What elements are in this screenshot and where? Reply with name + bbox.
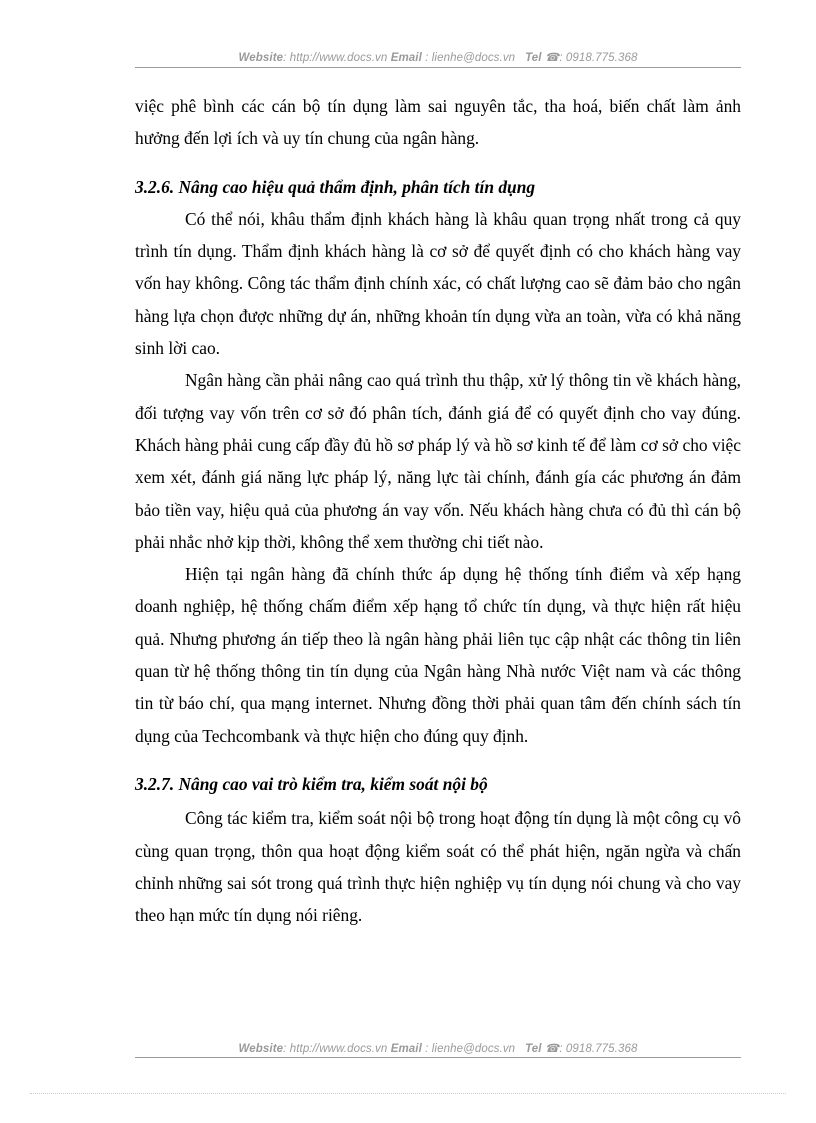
footer-rule [135, 1057, 741, 1058]
header-email-label: Email [390, 52, 422, 64]
footer-website-link[interactable]: : http://www.docs.vn [283, 1043, 388, 1055]
paragraph: Hiện tại ngân hàng đã chính thức áp dụng hệ thống tính điểm và xếp hạng doanh nghiệp, hệ thống chấm điểm xếp hạng tổ chức tín dụng, và thực hiện rất hiệu quả. Nhưng phương án tiếp theo là ngân hàng phải liên tục cập nhật các thông tin liên quan từ hệ thống thông tin tín dụng của Ngân hàng Nhà nước Việt nam và các thông tin từ báo chí, qua mạng internet. Nhưng đồng thời phải quan tâm đến chính sách tín dụng của Techcombank và thực hiện cho đúng quy định. [135, 564, 741, 746]
footer-tel-label: Tel [525, 1043, 542, 1055]
paragraph: Công tác kiểm tra, kiểm soát nội bộ trong hoạt động tín dụng là một công cụ vô cùng quan trọng, thôn qua hoạt động kiểm soát có thể phát hiện, ngăn ngừa và chấn chỉnh những sai sót trong quá trình thực hiện nghiệp vụ tín dụng nói chung và cho vay theo hạn mức tín dụng nói riêng. [135, 808, 741, 926]
header-rule [135, 67, 741, 68]
section-heading-3-2-6: 3.2.6. Nâng cao hiệu quả thẩm định, phân tích tín dụng [135, 176, 536, 197]
header-website-link[interactable]: : http://www.docs.vn [283, 52, 388, 64]
footer-tel-value: : 0918.775.368 [559, 1043, 638, 1055]
paragraph: Ngân hàng cần phải nâng cao quá trình thu thập, xử lý thông tin về khách hàng, đối tượng vay vốn trên cơ sở đó phân tích, đánh giá để có quyết định cho vay đúng. Khách hàng phải cung cấp đầy đủ hồ sơ pháp lý và hồ sơ kinh tế để làm cơ sở cho việc xem xét, đánh giá năng lực pháp lý, năng lực tài chính, đánh gía các phương án đảm bảo tiền vay, hiệu quả của phương án vay vốn. Nếu khách hàng chưa có đủ thì cán bộ phải nhắc nhở kịp thời, không thể xem thường chi tiết nào. [135, 370, 741, 552]
page-content [135, 90, 741, 931]
paragraph-continuation: việc phê bình các cán bộ tín dụng làm sai nguyên tắc, tha hoá, biến chất làm ảnh hưởng đến lợi ích và uy tín chung của ngân hàng. [135, 96, 741, 149]
footer-website-label: Website [238, 1043, 284, 1055]
footer-email-link[interactable]: : lienhe@docs.vn [421, 1043, 516, 1055]
section-heading-3-2-7: 3.2.7. Nâng cao vai trò kiểm tra, kiểm soát nội bộ [135, 773, 488, 794]
header-tel-value: : 0918.775.368 [559, 52, 638, 64]
page-header [135, 50, 741, 64]
page-footer [135, 1041, 741, 1055]
header-tel-label: Tel [525, 52, 542, 64]
header-website-label: Website [238, 52, 284, 64]
paragraph: Có thể nói, khâu thẩm định khách hàng là khâu quan trọng nhất trong cả quy trình tín dụng. Thẩm định khách hàng là cơ sở để quyết định có cho khách hàng vay vốn hay không. Công tác thẩm định chính xác, có chất lượng cao sẽ đảm bảo cho ngân hàng lựa chọn được những dự án, những khoản tín dụng vừa an toàn, vừa có khả năng sinh lời cao. [135, 208, 741, 359]
header-email-link[interactable]: : lienhe@docs.vn [421, 52, 516, 64]
footer-email-label: Email [390, 1043, 422, 1055]
phone-icon: ☎ [544, 52, 560, 64]
page-break-divider [30, 1093, 786, 1094]
phone-icon: ☎ [544, 1043, 560, 1055]
